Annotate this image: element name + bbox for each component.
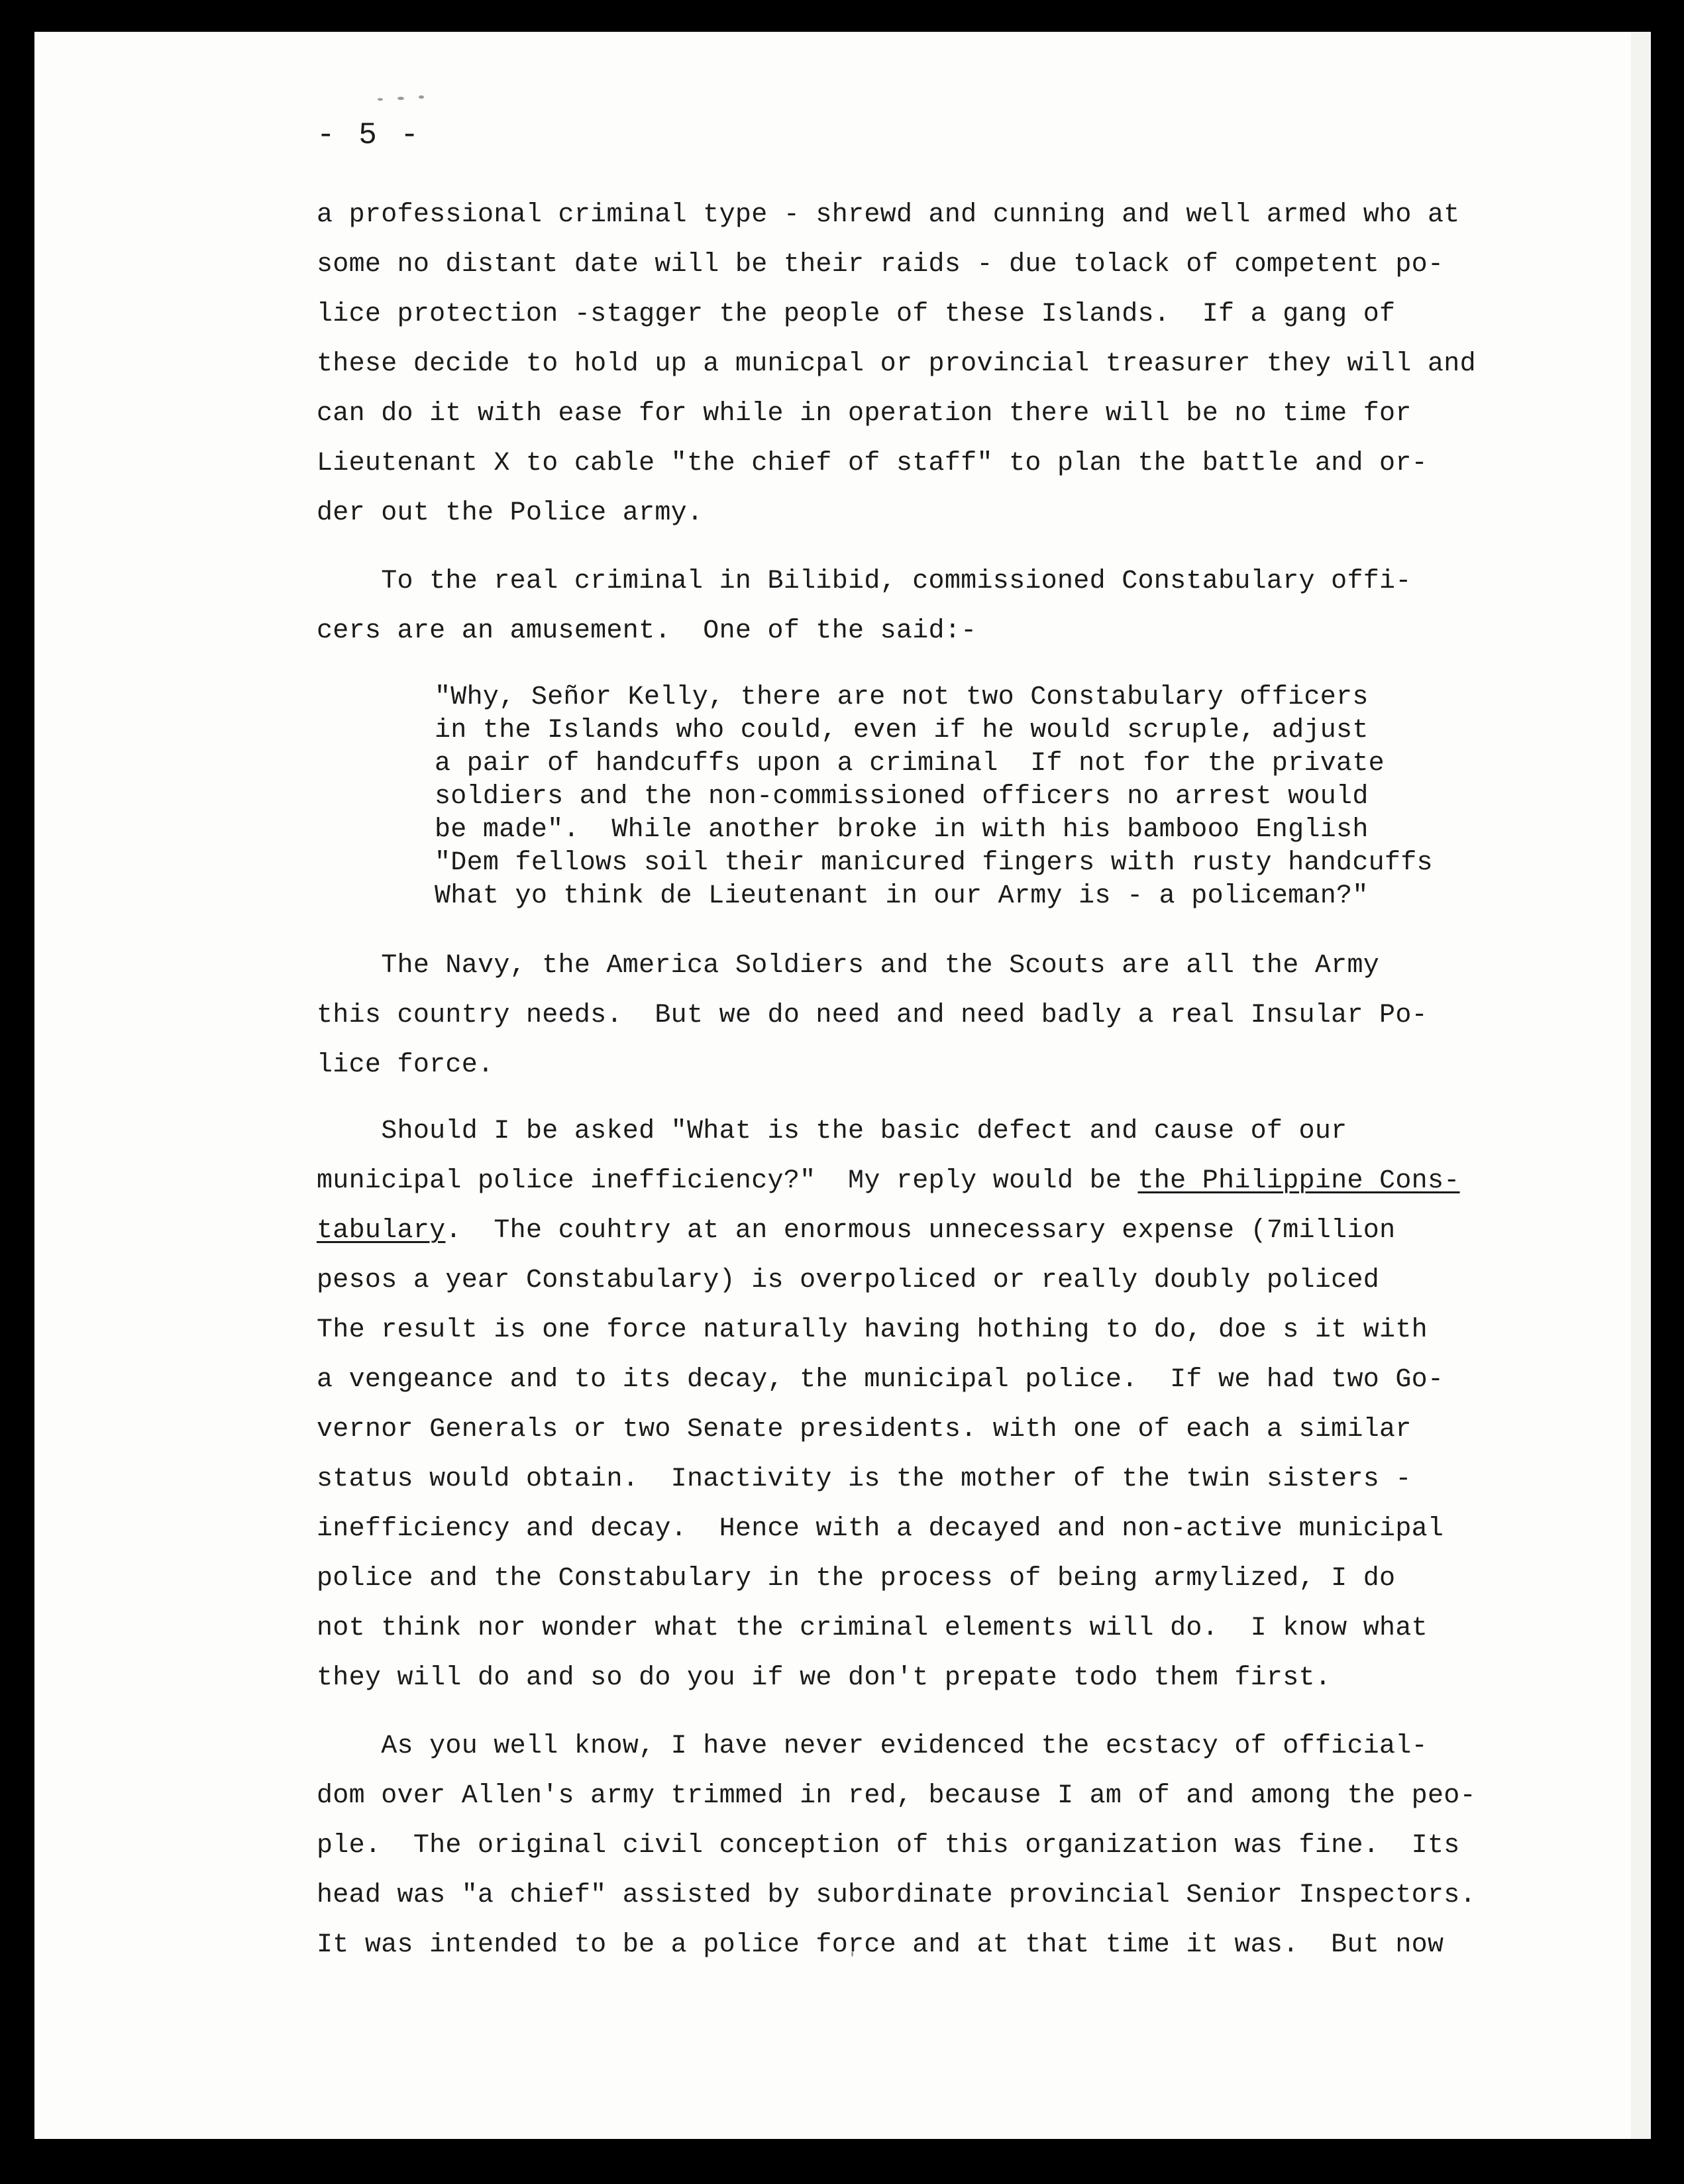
paragraph-4 bbox=[317, 1107, 1562, 1703]
text-line: dom over Allen's army trimmed in red, because I am of and among the peo- bbox=[317, 1781, 1476, 1811]
text-segment: . The couhtry at an enormous unnecessary expense (7million bbox=[445, 1216, 1396, 1246]
text-line: not think nor wonder what the criminal elements will do. I know what bbox=[317, 1613, 1428, 1643]
quote-line: be made". While another broke in with his bambooo English bbox=[435, 815, 1369, 845]
text-line: Lieutenant X to cable "the chief of staff" to plan the battle and or- bbox=[317, 449, 1428, 478]
underlined-phrase: the Philippine Cons- bbox=[1137, 1166, 1460, 1196]
paragraph-3 bbox=[317, 941, 1562, 1090]
scan-speck bbox=[397, 97, 404, 100]
quote-line: "Why, Señor Kelly, there are not two Constabulary officers bbox=[435, 682, 1369, 712]
quote-line: "Dem fellows soil their manicured fingers with rusty handcuffs bbox=[435, 848, 1433, 878]
text-line bbox=[317, 1206, 1562, 1256]
text-line: The result is one force naturally having hothing to do, doe s it with bbox=[317, 1315, 1428, 1345]
scan-speck bbox=[419, 95, 424, 99]
text-line: It was intended to be a police force and at that time it was. But now bbox=[317, 1930, 1444, 1960]
text-line: can do it with ease for while in operation there will be no time for bbox=[317, 399, 1412, 429]
page-number: - 5 - bbox=[317, 118, 422, 152]
text-line: pesos a year Constabulary) is overpoliced or really doubly policed bbox=[317, 1266, 1380, 1295]
paragraph-5 bbox=[317, 1721, 1562, 1970]
text-line: these decide to hold up a municpal or provincial treasurer they will and bbox=[317, 349, 1476, 379]
quote-line: soldiers and the non-commissioned officers no arrest would bbox=[435, 782, 1369, 812]
text-line: a vengeance and to its decay, the municipal police. If we had two Go- bbox=[317, 1365, 1444, 1395]
text-line: police and the Constabulary in the process of being armylized, I do bbox=[317, 1564, 1396, 1594]
paragraph-2 bbox=[317, 557, 1562, 656]
text-line bbox=[317, 1156, 1562, 1206]
text-line: head was "a chief" assisted by subordinate provincial Senior Inspectors. bbox=[317, 1881, 1476, 1910]
text-line: inefficiency and decay. Hence with a decayed and non-active municipal bbox=[317, 1514, 1444, 1544]
paragraph-1 bbox=[317, 190, 1562, 538]
text-line: Should I be asked "What is the basic defect and cause of our bbox=[317, 1117, 1347, 1146]
text-line: some no distant date will be their raids - due tolack of competent po- bbox=[317, 250, 1444, 280]
text-line: this country needs. But we do need and need badly a real Insular Po- bbox=[317, 1001, 1428, 1030]
text-line: they will do and so do you if we don't prepate todo them first. bbox=[317, 1663, 1332, 1693]
quote-line: What yo think de Lieutenant in our Army is - a policeman?" bbox=[435, 881, 1369, 911]
scan-speck bbox=[378, 98, 383, 101]
underlined-phrase: tabulary bbox=[317, 1216, 446, 1246]
text-line: The Navy, the America Soldiers and the Scouts are all the Army bbox=[317, 951, 1380, 981]
text-line: vernor Generals or two Senate presidents. with one of each a similar bbox=[317, 1415, 1412, 1445]
quote-line: a pair of handcuffs upon a criminal If not for the private bbox=[435, 749, 1385, 779]
text-line: der out the Police army. bbox=[317, 498, 704, 528]
quote-line: in the Islands who could, even if he would scruple, adjust bbox=[435, 716, 1369, 745]
text-line: lice protection -stagger the people of these Islands. If a gang of bbox=[317, 300, 1396, 329]
text-line: cers are an amusement. One of the said:- bbox=[317, 616, 977, 646]
text-line: lice force. bbox=[317, 1050, 494, 1080]
block-quote bbox=[435, 681, 1495, 913]
text-line: ple. The original civil conception of this organization was fine. Its bbox=[317, 1831, 1460, 1861]
text-segment: municipal police inefficiency?" My reply would be bbox=[317, 1166, 1138, 1196]
text-line: As you well know, I have never evidenced the ecstacy of official- bbox=[317, 1731, 1428, 1761]
text-line: To the real criminal in Bilibid, commissioned Constabulary offi- bbox=[317, 567, 1412, 596]
text-line: a professional criminal type - shrewd and cunning and well armed who at bbox=[317, 200, 1460, 230]
text-line: status would obtain. Inactivity is the mother of the twin sisters - bbox=[317, 1464, 1412, 1494]
